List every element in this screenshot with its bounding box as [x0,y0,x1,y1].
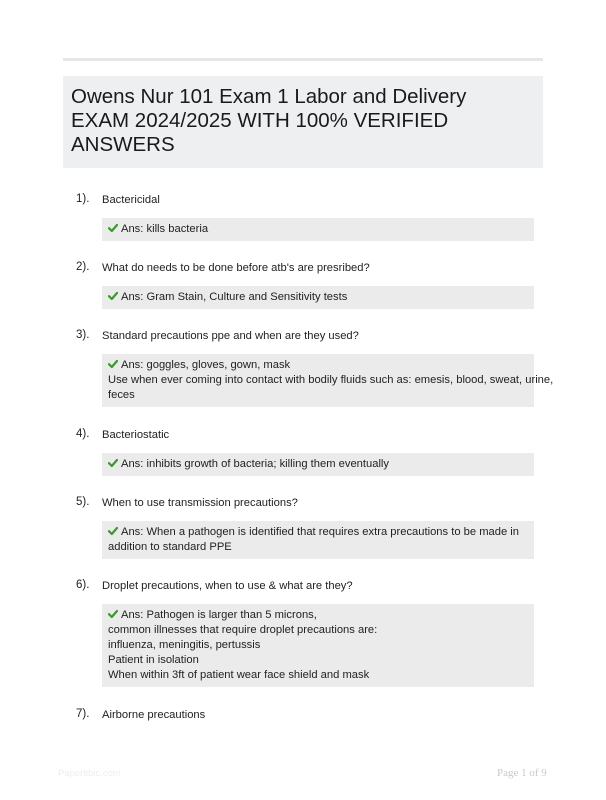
answer-line: Patient in isolation [108,654,199,666]
answer-box-4 [102,453,534,476]
answer-line: influenza, meningitis, pertussis [108,639,261,651]
question-text: Standard precautions ppe and when are they used? [102,330,359,342]
page-title-line-2: EXAM 2024/2025 WITH 100% VERIFIED [71,109,449,132]
question-number: 6). [76,579,90,591]
check-icon [108,223,118,233]
question-number: 4). [76,428,90,440]
check-icon [108,609,118,619]
question-text: Airborne precautions [102,709,206,721]
check-icon [108,291,118,301]
title-box [63,76,543,168]
answer-box-3 [102,354,554,407]
top-divider [63,58,543,61]
answer-line: Ans: Pathogen is larger than 5 microns, [108,608,528,623]
answer-line: Use when ever coming into contact with bodily fluids such as: emesis, blood, sweat, urine, [108,374,554,386]
question-number: 2). [76,261,90,273]
question-text: What do needs to be done before atb's are presribed? [102,262,370,274]
answer-box-5 [102,521,534,559]
answer-line: When within 3ft of patient wear face shield and mask [108,669,370,681]
question-number: 3). [76,329,90,341]
answer-line: Ans: inhibits growth of bacteria; killing them eventually [108,457,528,472]
answer-line: Ans: When a pathogen is identified that requires extra precautions to be made in [108,525,528,540]
question-text: Droplet precautions, when to use & what are they? [102,580,353,592]
answer-line: Ans: goggles, gloves, gown, mask [108,358,528,373]
question-number: 5). [76,496,90,508]
answer-line: common illnesses that require droplet precautions are: [108,624,378,636]
answer-line: Ans: kills bacteria [108,222,528,237]
answer-line: Ans: Gram Stain, Culture and Sensitivity tests [108,290,528,305]
question-text: When to use transmission precautions? [102,497,298,509]
question-number: 1). [76,193,90,205]
check-icon [108,526,118,536]
answer-line: addition to standard PPE [108,541,232,553]
answer-box-6 [102,604,534,687]
answer-box-1 [102,218,534,241]
answer-box-2 [102,286,534,309]
watermark: Papertibic.com [58,768,121,779]
question-number: 7). [76,708,90,720]
question-text: Bactericidal [102,194,160,206]
page-number: Page 1 of 9 [497,767,547,779]
page-title-line-1: Owens Nur 101 Exam 1 Labor and Delivery [71,85,467,108]
question-text: Bacteriostatic [102,429,170,441]
answer-line: feces [108,389,135,401]
check-icon [108,458,118,468]
page-title-line-3: ANSWERS [71,133,175,156]
check-icon [108,359,118,369]
